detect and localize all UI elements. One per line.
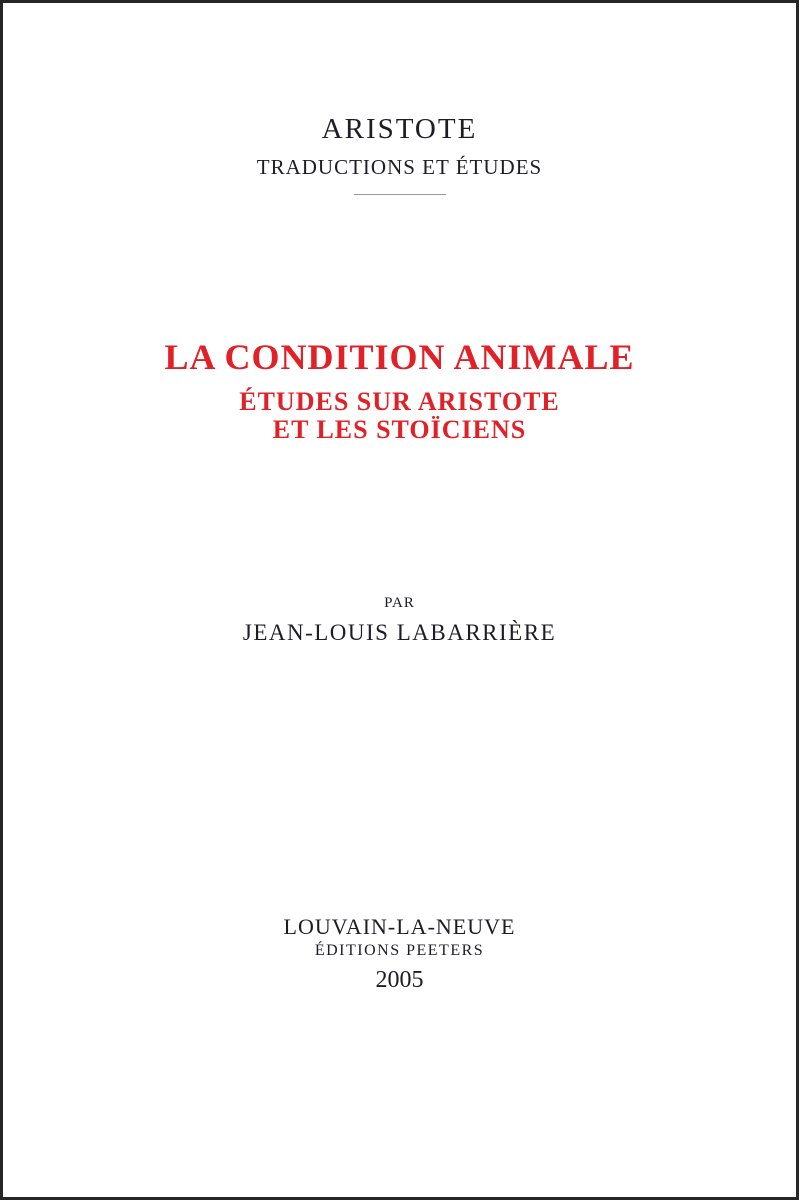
imprint-year: 2005 [375,967,424,993]
imprint-publisher: ÉDITIONS PEETERS [314,942,485,959]
book-subtitle [3,388,796,444]
author-by-label: PAR [384,595,415,611]
imprint-place: LOUVAIN-LA-NEUVE [283,914,516,939]
series-subtitle: TRADUCTIONS ET ÉTUDES [256,155,543,179]
series-title: ARISTOTE [321,113,478,145]
book-subtitle-line1: ÉTUDES SUR ARISTOTE [239,387,560,416]
series-divider-rule [354,194,446,195]
author-name: JEAN-LOUIS LABARRIÈRE [242,620,557,645]
book-subtitle-line2: ET LES STOÏCIENS [272,415,527,444]
book-main-title: LA CONDITION ANIMALE [164,337,635,377]
